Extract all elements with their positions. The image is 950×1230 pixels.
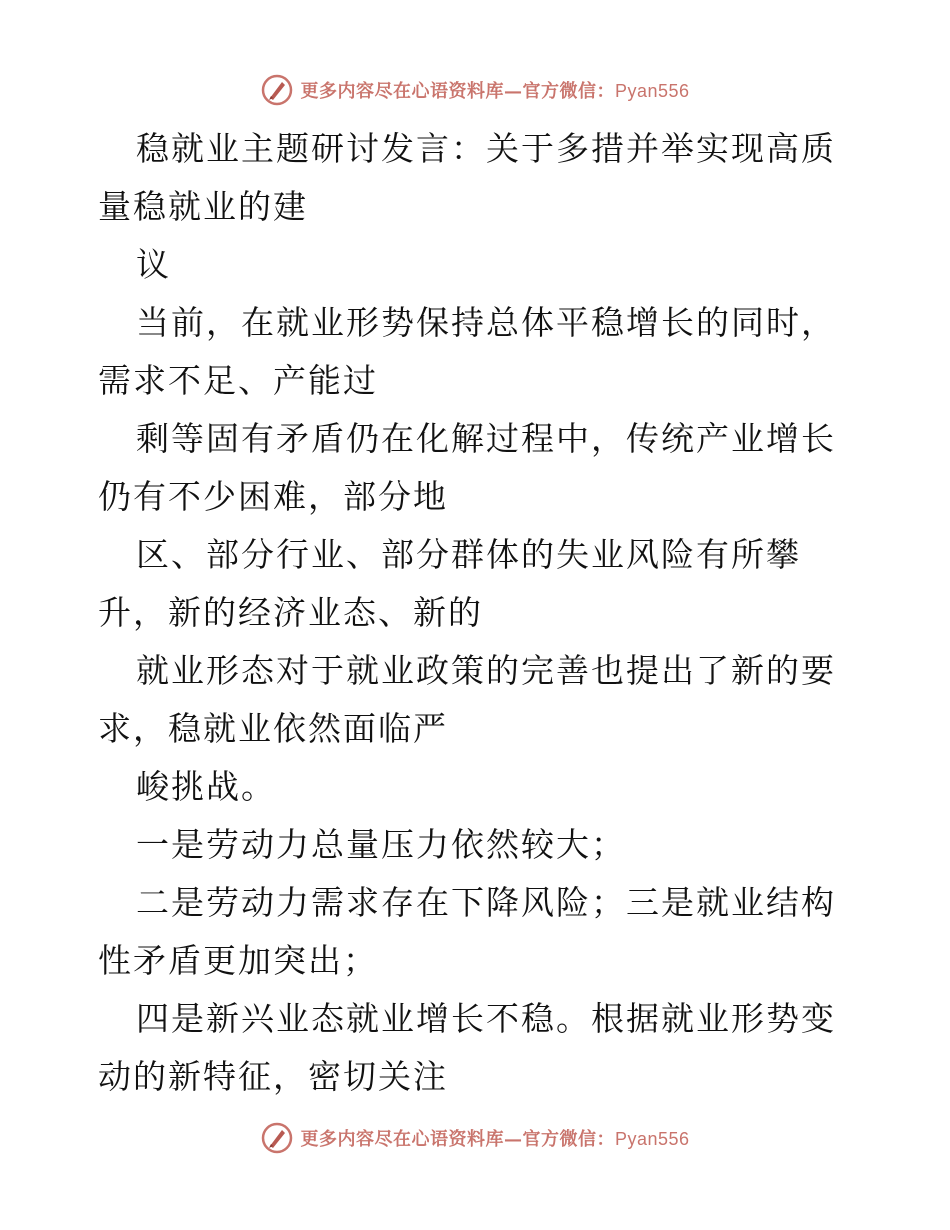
paragraph: 就业形态对于就业政策的完善也提出了新的要求，稳就业依然面临严 (98, 651, 836, 748)
watermark-text: 更多内容尽在心语资料库—官方微信：Pyan556 (300, 81, 690, 102)
quill-seal-icon (260, 1121, 294, 1155)
watermark-wechat-id: Pyan556 (614, 1129, 690, 1149)
paragraph: 议 (136, 245, 171, 284)
header-watermark (0, 70, 950, 110)
footer-watermark (0, 1118, 950, 1158)
watermark-text: 更多内容尽在心语资料库—官方微信：Pyan556 (300, 1129, 690, 1150)
paragraph: 当前，在就业形势保持总体平稳增长的同时，需求不足、产能过 (98, 303, 836, 400)
paragraph: 剩等固有矛盾仍在化解过程中，传统产业增长仍有不少困难，部分地 (98, 419, 836, 516)
quill-seal-icon (260, 73, 294, 107)
watermark-wechat-id: Pyan556 (614, 81, 690, 101)
paragraph: 一是劳动力总量压力依然较大； (136, 825, 626, 864)
document-body (98, 120, 858, 1106)
paragraph: 稳就业主题研讨发言：关于多措并举实现高质量稳就业的建 (98, 129, 836, 226)
paragraph: 峻挑战。 (136, 767, 276, 806)
paragraph: 区、部分行业、部分群体的失业风险有所攀升，新的经济业态、新的 (98, 535, 801, 632)
paragraph: 四是新兴业态就业增长不稳。根据就业形势变动的新特征，密切关注 (98, 999, 836, 1096)
paragraph: 二是劳动力需求存在下降风险；三是就业结构性矛盾更加突出； (98, 883, 836, 980)
